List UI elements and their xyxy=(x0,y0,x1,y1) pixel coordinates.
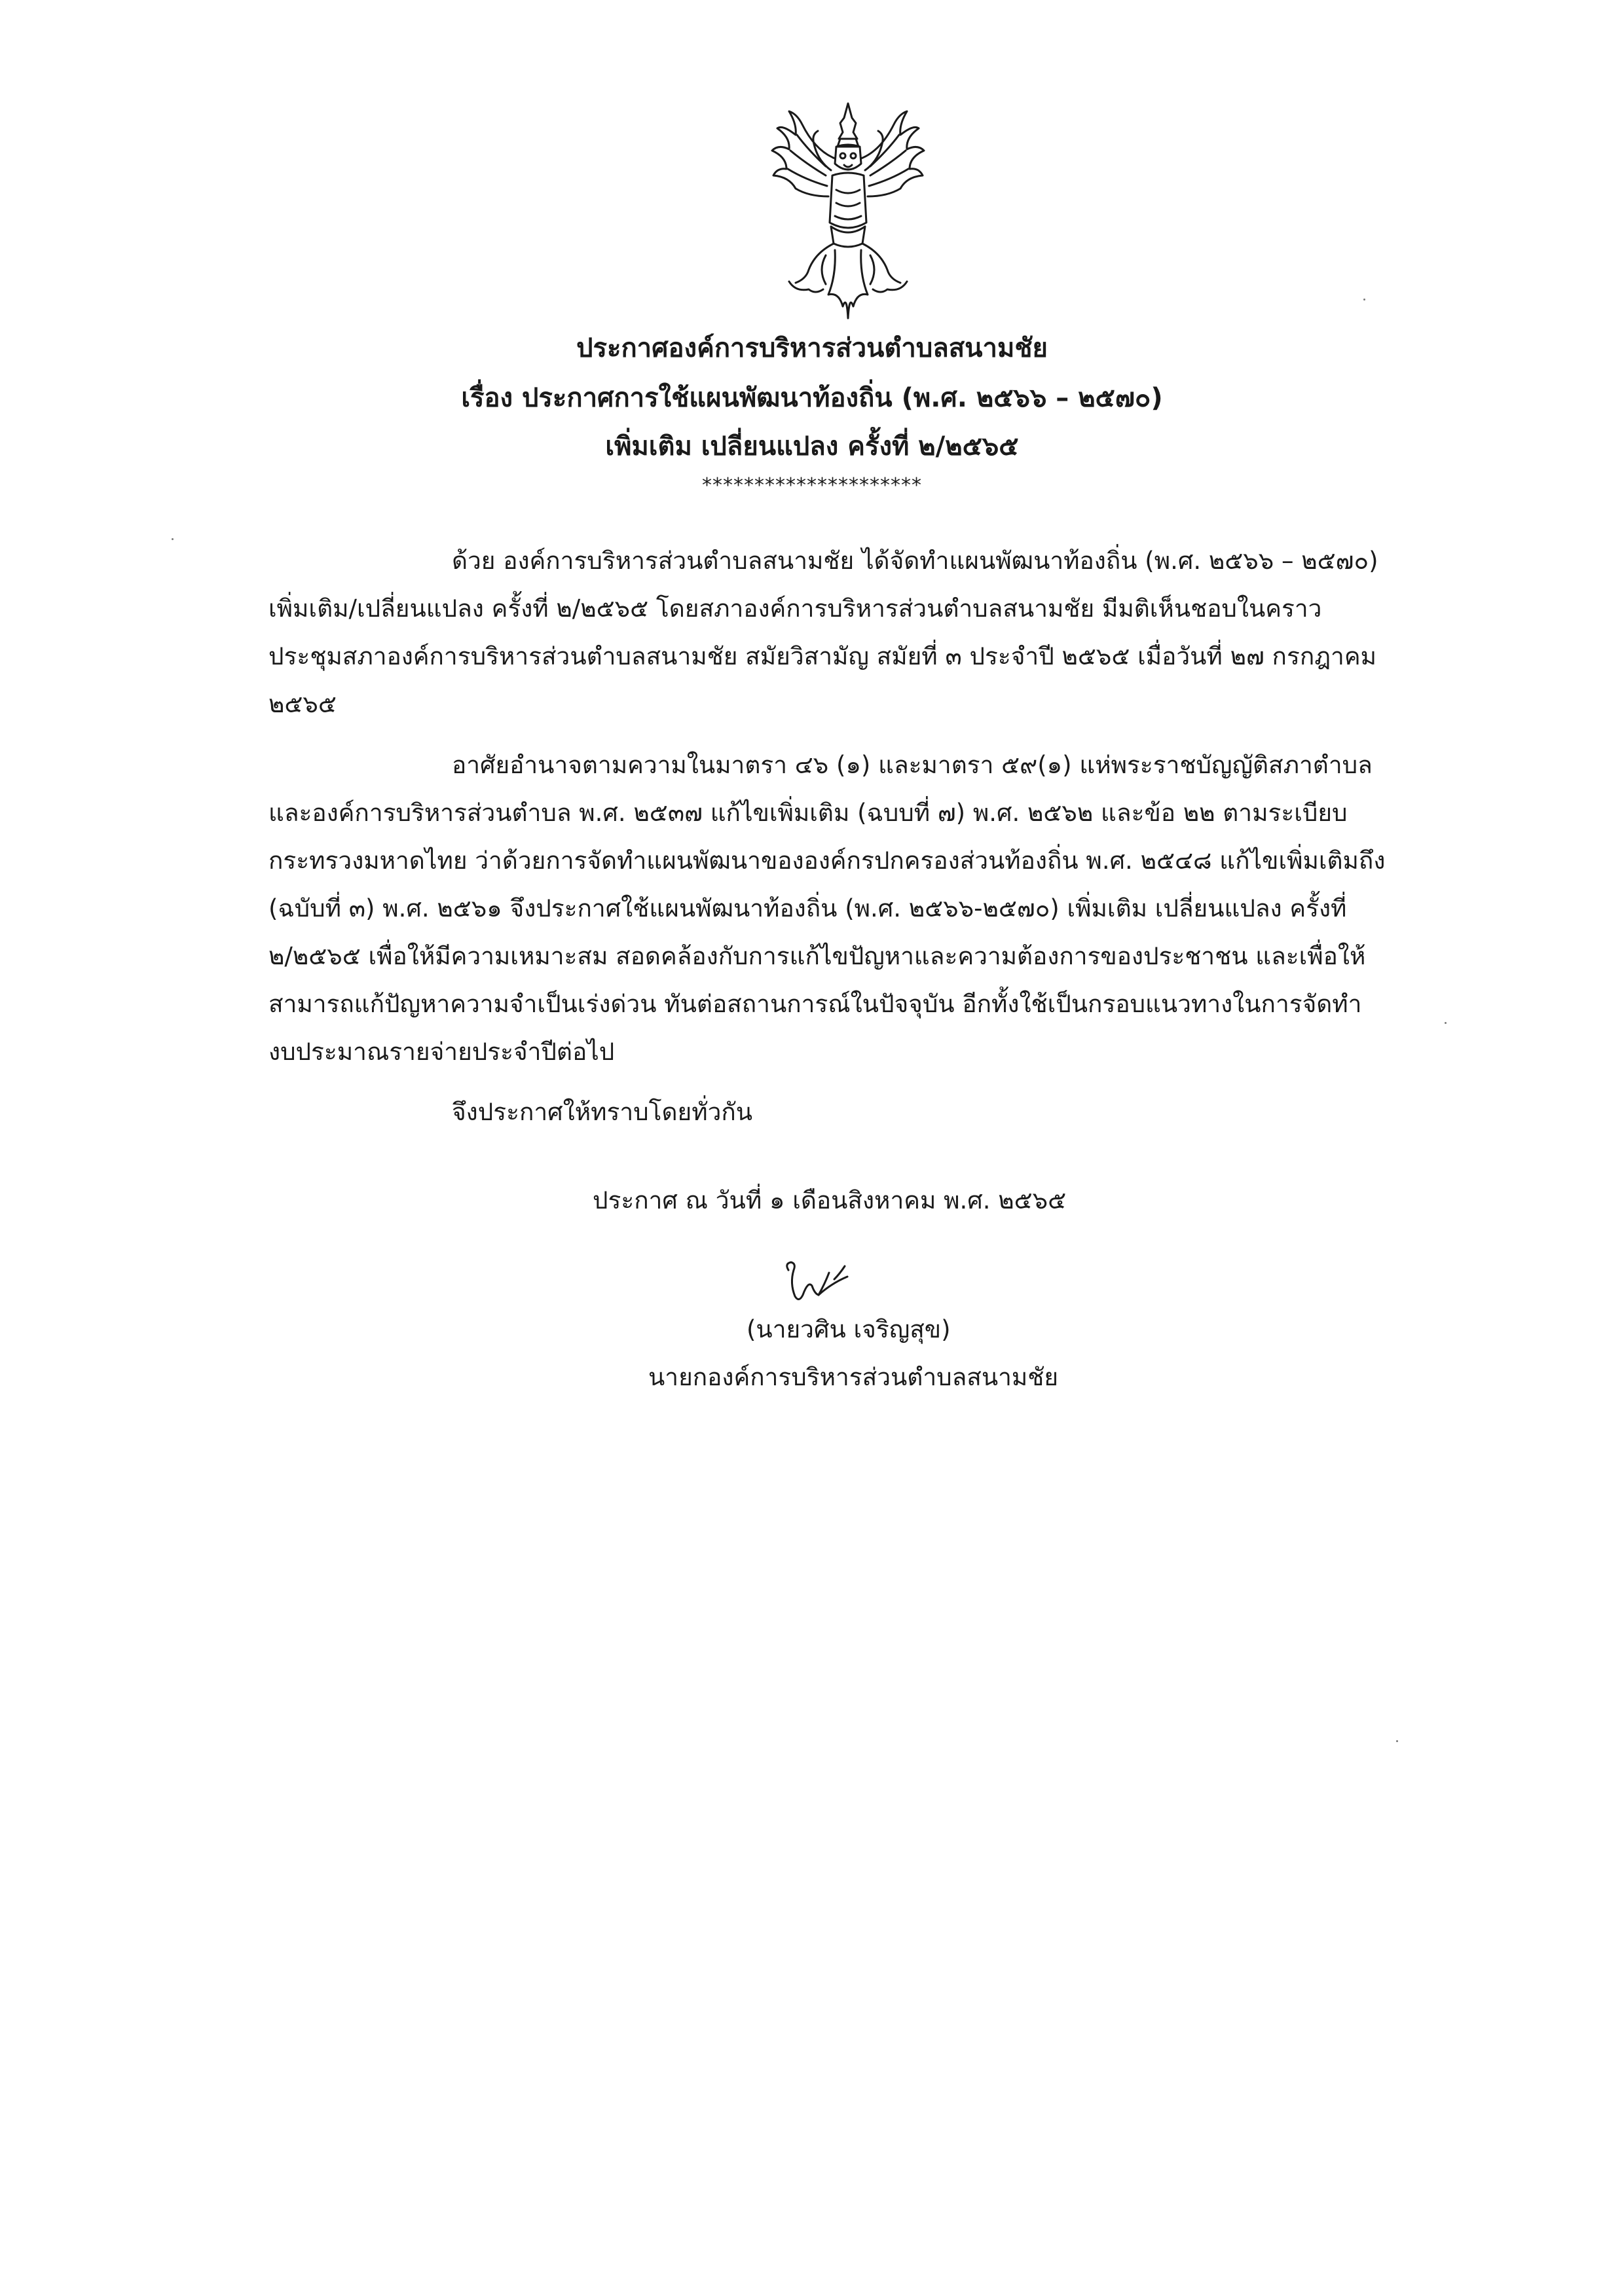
paragraph1-line-3: ประชุมสภาองค์การบริหารส่วนตำบลสนามชัย สมัยวิสามัญ สมัยที่ ๓ ประจำปี ๒๕๖๕ เมื่อวันที่ ๒๗ กรกฎาคม xyxy=(268,642,1376,670)
signatory-name: (นายวศิน เจริญสุข) xyxy=(747,1315,951,1343)
announcement-title: ประกาศองค์การบริหารส่วนตำบลสนามชัย xyxy=(576,333,1048,363)
paragraph1-line-2: เพิ่มเติม/เปลี่ยนแปลง ครั้งที่ ๒/๒๕๖๕ โดยสภาองค์การบริหารส่วนตำบลสนามชัย มีมติเห็นชอบในคราว xyxy=(268,594,1322,623)
signature-icon xyxy=(779,1257,858,1309)
signatory-position: นายกองค์การบริหารส่วนตำบลสนามชัย xyxy=(648,1363,1059,1391)
paragraph1-line-1: ด้วย องค์การบริหารส่วนตำบลสนามชัย ได้จัดทำแผนพัฒนาท้องถิ่น (พ.ศ. ๒๕๖๖ – ๒๕๗๐) xyxy=(452,547,1378,575)
paragraph2-line-6: สามารถแก้ปัญหาความจำเป็นเร่งด่วน ทันต่อสถานการณ์ในปัจจุบัน อีกทั้งใช้เป็นกรอบแนวทางในการจัดทำ xyxy=(268,990,1362,1018)
separator-line: ********************* xyxy=(702,474,922,497)
paragraph2-line-5: ๒/๒๕๖๕ เพื่อให้มีความเหมาะสม สอดคล้องกับการแก้ไขปัญหาและความต้องการของประชาชน และเพื่อให้ xyxy=(268,942,1366,970)
announcement-subject: เรื่อง ประกาศการใช้แผนพัฒนาท้องถิ่น (พ.ศ. ๒๕๖๖ – ๒๕๗๐) xyxy=(461,383,1163,413)
paragraph2-line-4: (ฉบับที่ ๓) พ.ศ. ๒๕๖๑ จึงประกาศใช้แผนพัฒนาท้องถิ่น (พ.ศ. ๒๕๖๖-๒๕๗๐) เพิ่มเติม เปลี่ยนแปลง ครั้งที่ xyxy=(268,894,1347,922)
paragraph2-line-1: อาศัยอำนาจตามความในมาตรา ๔๖ (๑) และมาตรา ๕๙(๑) แห่พระราชบัญญัติสภาตำบล xyxy=(452,751,1373,779)
paragraph1-line-4: ๒๕๖๕ xyxy=(268,690,337,718)
garuda-emblem-icon xyxy=(763,98,933,324)
paragraph2-line-7: งบประมาณรายจ่ายประจำปีต่อไป xyxy=(268,1038,615,1066)
announcement-amendment: เพิ่มเติม เปลี่ยนแปลง ครั้งที่ ๒/๒๕๖๕ xyxy=(605,431,1019,462)
closing-statement: จึงประกาศให้ทราบโดยทั่วกัน xyxy=(452,1098,753,1126)
paragraph2-line-3: กระทรวงมหาดไทย ว่าด้วยการจัดทำแผนพัฒนาขององค์กรปกครองส่วนท้องถิ่น พ.ศ. ๒๕๔๘ แก้ไขเพิ่มเติมถึง xyxy=(268,847,1386,875)
paragraph2-line-2: และองค์การบริหารส่วนตำบล พ.ศ. ๒๕๓๗ แก้ไขเพิ่มเติม (ฉบบที่ ๗) พ.ศ. ๒๕๖๒ และข้อ ๒๒ ตามระเบียบ xyxy=(268,799,1348,827)
announcement-date: ประกาศ ณ วันที่ ๑ เดือนสิงหาคม พ.ศ. ๒๕๖๕ xyxy=(593,1186,1067,1214)
